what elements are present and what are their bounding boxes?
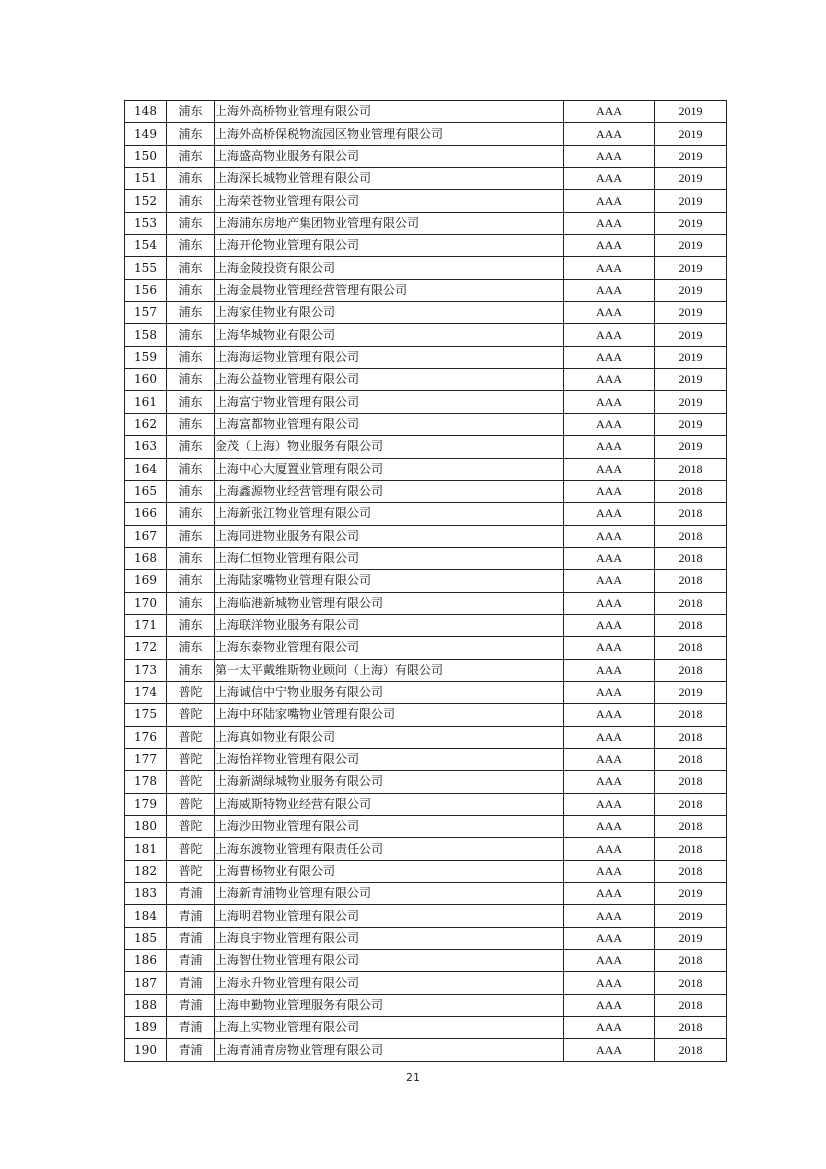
row-number-cell: 153: [125, 212, 167, 234]
district-cell: 普陀: [167, 816, 215, 838]
rating-year-cell: 2018: [655, 816, 727, 838]
company-name-cell: 上海外高桥保税物流园区物业管理有限公司: [215, 123, 564, 145]
rating-year-cell: 2018: [655, 480, 727, 502]
table-row: [125, 480, 727, 502]
table-body: [125, 101, 727, 1062]
company-name-cell: 上海威斯特物业经营有限公司: [215, 793, 564, 815]
district-cell: 浦东: [167, 458, 215, 480]
district-cell: 青浦: [167, 905, 215, 927]
row-number-cell: 158: [125, 324, 167, 346]
company-name-cell: 上海家佳物业有限公司: [215, 302, 564, 324]
row-number-cell: 157: [125, 302, 167, 324]
rating-year-cell: 2018: [655, 614, 727, 636]
district-cell: 浦东: [167, 324, 215, 346]
rating-grade-cell: AAA: [564, 637, 655, 659]
rating-grade-cell: AAA: [564, 190, 655, 212]
company-name-cell: 金茂（上海）物业服务有限公司: [215, 436, 564, 458]
rating-grade-cell: AAA: [564, 324, 655, 346]
rating-grade-cell: AAA: [564, 235, 655, 257]
table-row: [125, 458, 727, 480]
table-row: [125, 413, 727, 435]
row-number-cell: 165: [125, 480, 167, 502]
rating-year-cell: 2019: [655, 279, 727, 301]
district-cell: 青浦: [167, 927, 215, 949]
row-number-cell: 170: [125, 592, 167, 614]
row-number-cell: 182: [125, 860, 167, 882]
district-cell: 浦东: [167, 592, 215, 614]
district-cell: 普陀: [167, 681, 215, 703]
company-name-cell: 上海良宇物业管理有限公司: [215, 927, 564, 949]
rating-grade-cell: AAA: [564, 860, 655, 882]
company-rating-table: [124, 100, 727, 1062]
district-cell: 浦东: [167, 480, 215, 502]
table-row: [125, 168, 727, 190]
row-number-cell: 171: [125, 614, 167, 636]
table-row: [125, 346, 727, 368]
rating-grade-cell: AAA: [564, 659, 655, 681]
district-cell: 青浦: [167, 1039, 215, 1061]
table-row: [125, 838, 727, 860]
rating-grade-cell: AAA: [564, 771, 655, 793]
table-row: [125, 257, 727, 279]
company-name-cell: 上海华城物业有限公司: [215, 324, 564, 346]
company-name-cell: 上海临港新城物业管理有限公司: [215, 592, 564, 614]
rating-year-cell: 2019: [655, 436, 727, 458]
row-number-cell: 151: [125, 168, 167, 190]
rating-year-cell: 2019: [655, 927, 727, 949]
rating-year-cell: 2018: [655, 637, 727, 659]
district-cell: 青浦: [167, 883, 215, 905]
company-name-cell: 上海金陵投资有限公司: [215, 257, 564, 279]
company-name-cell: 上海联洋物业服务有限公司: [215, 614, 564, 636]
row-number-cell: 188: [125, 994, 167, 1016]
district-cell: 浦东: [167, 145, 215, 167]
district-cell: 普陀: [167, 704, 215, 726]
table-row: [125, 659, 727, 681]
row-number-cell: 183: [125, 883, 167, 905]
rating-grade-cell: AAA: [564, 592, 655, 614]
company-name-cell: 上海沙田物业管理有限公司: [215, 816, 564, 838]
rating-year-cell: 2019: [655, 168, 727, 190]
table-row: [125, 145, 727, 167]
company-name-cell: 上海外高桥物业管理有限公司: [215, 101, 564, 123]
table-row: [125, 771, 727, 793]
district-cell: 青浦: [167, 1017, 215, 1039]
table-row: [125, 614, 727, 636]
company-name-cell: 上海浦东房地产集团物业管理有限公司: [215, 212, 564, 234]
rating-year-cell: 2019: [655, 369, 727, 391]
rating-year-cell: 2019: [655, 212, 727, 234]
company-name-cell: 上海新青浦物业管理有限公司: [215, 883, 564, 905]
rating-grade-cell: AAA: [564, 972, 655, 994]
row-number-cell: 164: [125, 458, 167, 480]
rating-grade-cell: AAA: [564, 346, 655, 368]
table-row: [125, 547, 727, 569]
table-row: [125, 190, 727, 212]
district-cell: 浦东: [167, 235, 215, 257]
table-row: [125, 748, 727, 770]
rating-year-cell: 2019: [655, 123, 727, 145]
company-name-cell: 上海公益物业管理有限公司: [215, 369, 564, 391]
table-row: [125, 436, 727, 458]
company-name-cell: 上海富宁物业管理有限公司: [215, 391, 564, 413]
district-cell: 浦东: [167, 346, 215, 368]
district-cell: 浦东: [167, 101, 215, 123]
rating-year-cell: 2018: [655, 547, 727, 569]
table-row: [125, 123, 727, 145]
rating-grade-cell: AAA: [564, 212, 655, 234]
rating-year-cell: 2018: [655, 704, 727, 726]
rating-year-cell: 2018: [655, 838, 727, 860]
rating-year-cell: 2019: [655, 190, 727, 212]
row-number-cell: 163: [125, 436, 167, 458]
table-row: [125, 391, 727, 413]
company-name-cell: 上海青浦青房物业管理有限公司: [215, 1039, 564, 1061]
rating-year-cell: 2019: [655, 391, 727, 413]
rating-year-cell: 2018: [655, 726, 727, 748]
row-number-cell: 168: [125, 547, 167, 569]
district-cell: 浦东: [167, 525, 215, 547]
rating-year-cell: 2018: [655, 592, 727, 614]
company-name-cell: 上海开伦物业管理有限公司: [215, 235, 564, 257]
row-number-cell: 185: [125, 927, 167, 949]
row-number-cell: 175: [125, 704, 167, 726]
district-cell: 浦东: [167, 212, 215, 234]
district-cell: 浦东: [167, 279, 215, 301]
row-number-cell: 179: [125, 793, 167, 815]
rating-grade-cell: AAA: [564, 145, 655, 167]
rating-grade-cell: AAA: [564, 503, 655, 525]
rating-year-cell: 2019: [655, 101, 727, 123]
district-cell: 浦东: [167, 637, 215, 659]
row-number-cell: 160: [125, 369, 167, 391]
company-name-cell: 上海仁恒物业管理有限公司: [215, 547, 564, 569]
company-name-cell: 上海东渡物业管理有限责任公司: [215, 838, 564, 860]
rating-year-cell: 2018: [655, 860, 727, 882]
company-name-cell: 上海陆家嘴物业管理有限公司: [215, 570, 564, 592]
rating-grade-cell: AAA: [564, 413, 655, 435]
district-cell: 浦东: [167, 659, 215, 681]
row-number-cell: 189: [125, 1017, 167, 1039]
rating-year-cell: 2018: [655, 972, 727, 994]
table-row: [125, 1039, 727, 1061]
rating-year-cell: 2019: [655, 346, 727, 368]
district-cell: 浦东: [167, 257, 215, 279]
table-row: [125, 637, 727, 659]
rating-grade-cell: AAA: [564, 816, 655, 838]
table-row: [125, 905, 727, 927]
rating-year-cell: 2018: [655, 525, 727, 547]
company-name-cell: 上海中心大厦置业管理有限公司: [215, 458, 564, 480]
table-row: [125, 101, 727, 123]
company-name-cell: 上海荣苍物业管理有限公司: [215, 190, 564, 212]
district-cell: 浦东: [167, 570, 215, 592]
district-cell: 普陀: [167, 771, 215, 793]
table-row: [125, 726, 727, 748]
district-cell: 浦东: [167, 436, 215, 458]
company-name-cell: 上海新湖绿城物业服务有限公司: [215, 771, 564, 793]
company-name-cell: 上海新张江物业管理有限公司: [215, 503, 564, 525]
rating-grade-cell: AAA: [564, 793, 655, 815]
rating-grade-cell: AAA: [564, 369, 655, 391]
row-number-cell: 159: [125, 346, 167, 368]
table-row: [125, 369, 727, 391]
rating-grade-cell: AAA: [564, 525, 655, 547]
row-number-cell: 181: [125, 838, 167, 860]
rating-grade-cell: AAA: [564, 458, 655, 480]
rating-grade-cell: AAA: [564, 883, 655, 905]
table-row: [125, 681, 727, 703]
rating-grade-cell: AAA: [564, 570, 655, 592]
table-row: [125, 972, 727, 994]
table-row: [125, 860, 727, 882]
table-row: [125, 883, 727, 905]
table-row: [125, 793, 727, 815]
company-name-cell: 上海同进物业服务有限公司: [215, 525, 564, 547]
rating-grade-cell: AAA: [564, 614, 655, 636]
rating-year-cell: 2018: [655, 1017, 727, 1039]
row-number-cell: 155: [125, 257, 167, 279]
row-number-cell: 176: [125, 726, 167, 748]
table-row: [125, 816, 727, 838]
rating-year-cell: 2019: [655, 883, 727, 905]
row-number-cell: 190: [125, 1039, 167, 1061]
district-cell: 浦东: [167, 503, 215, 525]
page-number: 21: [406, 1071, 420, 1084]
rating-grade-cell: AAA: [564, 681, 655, 703]
rating-year-cell: 2018: [655, 771, 727, 793]
company-name-cell: 上海曹杨物业有限公司: [215, 860, 564, 882]
row-number-cell: 173: [125, 659, 167, 681]
company-name-cell: 上海中环陆家嘴物业管理有限公司: [215, 704, 564, 726]
rating-grade-cell: AAA: [564, 704, 655, 726]
rating-grade-cell: AAA: [564, 302, 655, 324]
row-number-cell: 172: [125, 637, 167, 659]
district-cell: 青浦: [167, 994, 215, 1016]
rating-grade-cell: AAA: [564, 480, 655, 502]
rating-grade-cell: AAA: [564, 905, 655, 927]
row-number-cell: 169: [125, 570, 167, 592]
rating-grade-cell: AAA: [564, 1017, 655, 1039]
district-cell: 青浦: [167, 950, 215, 972]
table-row: [125, 279, 727, 301]
table-row: [125, 212, 727, 234]
district-cell: 浦东: [167, 391, 215, 413]
row-number-cell: 178: [125, 771, 167, 793]
table-row: [125, 235, 727, 257]
rating-year-cell: 2019: [655, 257, 727, 279]
rating-grade-cell: AAA: [564, 838, 655, 860]
rating-grade-cell: AAA: [564, 101, 655, 123]
rating-grade-cell: AAA: [564, 927, 655, 949]
row-number-cell: 184: [125, 905, 167, 927]
row-number-cell: 156: [125, 279, 167, 301]
row-number-cell: 161: [125, 391, 167, 413]
row-number-cell: 180: [125, 816, 167, 838]
rating-grade-cell: AAA: [564, 391, 655, 413]
rating-grade-cell: AAA: [564, 123, 655, 145]
company-name-cell: 上海深长城物业管理有限公司: [215, 168, 564, 190]
company-name-cell: 上海上实物业管理有限公司: [215, 1017, 564, 1039]
company-name-cell: 上海鑫源物业经营管理有限公司: [215, 480, 564, 502]
district-cell: 浦东: [167, 123, 215, 145]
rating-year-cell: 2018: [655, 458, 727, 480]
row-number-cell: 148: [125, 101, 167, 123]
rating-year-cell: 2018: [655, 503, 727, 525]
rating-year-cell: 2019: [655, 681, 727, 703]
table-row: [125, 950, 727, 972]
company-name-cell: 上海智仕物业管理有限公司: [215, 950, 564, 972]
district-cell: 青浦: [167, 972, 215, 994]
district-cell: 普陀: [167, 748, 215, 770]
rating-year-cell: 2018: [655, 570, 727, 592]
table-row: [125, 994, 727, 1016]
company-name-cell: 上海金晨物业管理经营管理有限公司: [215, 279, 564, 301]
district-cell: 浦东: [167, 168, 215, 190]
rating-year-cell: 2018: [655, 659, 727, 681]
company-name-cell: 上海诚信中宁物业服务有限公司: [215, 681, 564, 703]
table-row: [125, 570, 727, 592]
row-number-cell: 186: [125, 950, 167, 972]
district-cell: 普陀: [167, 860, 215, 882]
row-number-cell: 150: [125, 145, 167, 167]
company-name-cell: 上海申勤物业管理服务有限公司: [215, 994, 564, 1016]
row-number-cell: 177: [125, 748, 167, 770]
district-cell: 普陀: [167, 793, 215, 815]
rating-year-cell: 2018: [655, 748, 727, 770]
row-number-cell: 167: [125, 525, 167, 547]
district-cell: 浦东: [167, 369, 215, 391]
rating-year-cell: 2018: [655, 1039, 727, 1061]
rating-grade-cell: AAA: [564, 279, 655, 301]
rating-year-cell: 2019: [655, 413, 727, 435]
rating-year-cell: 2018: [655, 950, 727, 972]
rating-grade-cell: AAA: [564, 547, 655, 569]
district-cell: 浦东: [167, 547, 215, 569]
table-row: [125, 704, 727, 726]
company-name-cell: 上海永升物业管理有限公司: [215, 972, 564, 994]
rating-grade-cell: AAA: [564, 950, 655, 972]
table-row: [125, 592, 727, 614]
row-number-cell: 162: [125, 413, 167, 435]
district-cell: 浦东: [167, 190, 215, 212]
table-row: [125, 927, 727, 949]
row-number-cell: 174: [125, 681, 167, 703]
company-name-cell: 上海盛高物业服务有限公司: [215, 145, 564, 167]
table-row: [125, 503, 727, 525]
rating-year-cell: 2018: [655, 994, 727, 1016]
rating-grade-cell: AAA: [564, 168, 655, 190]
company-name-cell: 上海东泰物业管理有限公司: [215, 637, 564, 659]
table-row: [125, 302, 727, 324]
company-name-cell: 上海怡祥物业管理有限公司: [215, 748, 564, 770]
row-number-cell: 149: [125, 123, 167, 145]
rating-grade-cell: AAA: [564, 436, 655, 458]
row-number-cell: 166: [125, 503, 167, 525]
rating-grade-cell: AAA: [564, 994, 655, 1016]
rating-year-cell: 2019: [655, 324, 727, 346]
rating-year-cell: 2019: [655, 235, 727, 257]
table-row: [125, 1017, 727, 1039]
company-name-cell: 上海明君物业管理有限公司: [215, 905, 564, 927]
rating-year-cell: 2019: [655, 145, 727, 167]
rating-grade-cell: AAA: [564, 1039, 655, 1061]
row-number-cell: 154: [125, 235, 167, 257]
rating-year-cell: 2019: [655, 905, 727, 927]
company-name-cell: 上海富都物业管理有限公司: [215, 413, 564, 435]
row-number-cell: 152: [125, 190, 167, 212]
company-name-cell: 第一太平戴维斯物业顾问（上海）有限公司: [215, 659, 564, 681]
district-cell: 浦东: [167, 614, 215, 636]
rating-grade-cell: AAA: [564, 748, 655, 770]
rating-year-cell: 2018: [655, 793, 727, 815]
table-row: [125, 324, 727, 346]
row-number-cell: 187: [125, 972, 167, 994]
company-name-cell: 上海海运物业管理有限公司: [215, 346, 564, 368]
rating-year-cell: 2019: [655, 302, 727, 324]
district-cell: 浦东: [167, 302, 215, 324]
table-row: [125, 525, 727, 547]
district-cell: 浦东: [167, 413, 215, 435]
district-cell: 普陀: [167, 726, 215, 748]
company-name-cell: 上海真如物业有限公司: [215, 726, 564, 748]
rating-grade-cell: AAA: [564, 726, 655, 748]
district-cell: 普陀: [167, 838, 215, 860]
rating-grade-cell: AAA: [564, 257, 655, 279]
